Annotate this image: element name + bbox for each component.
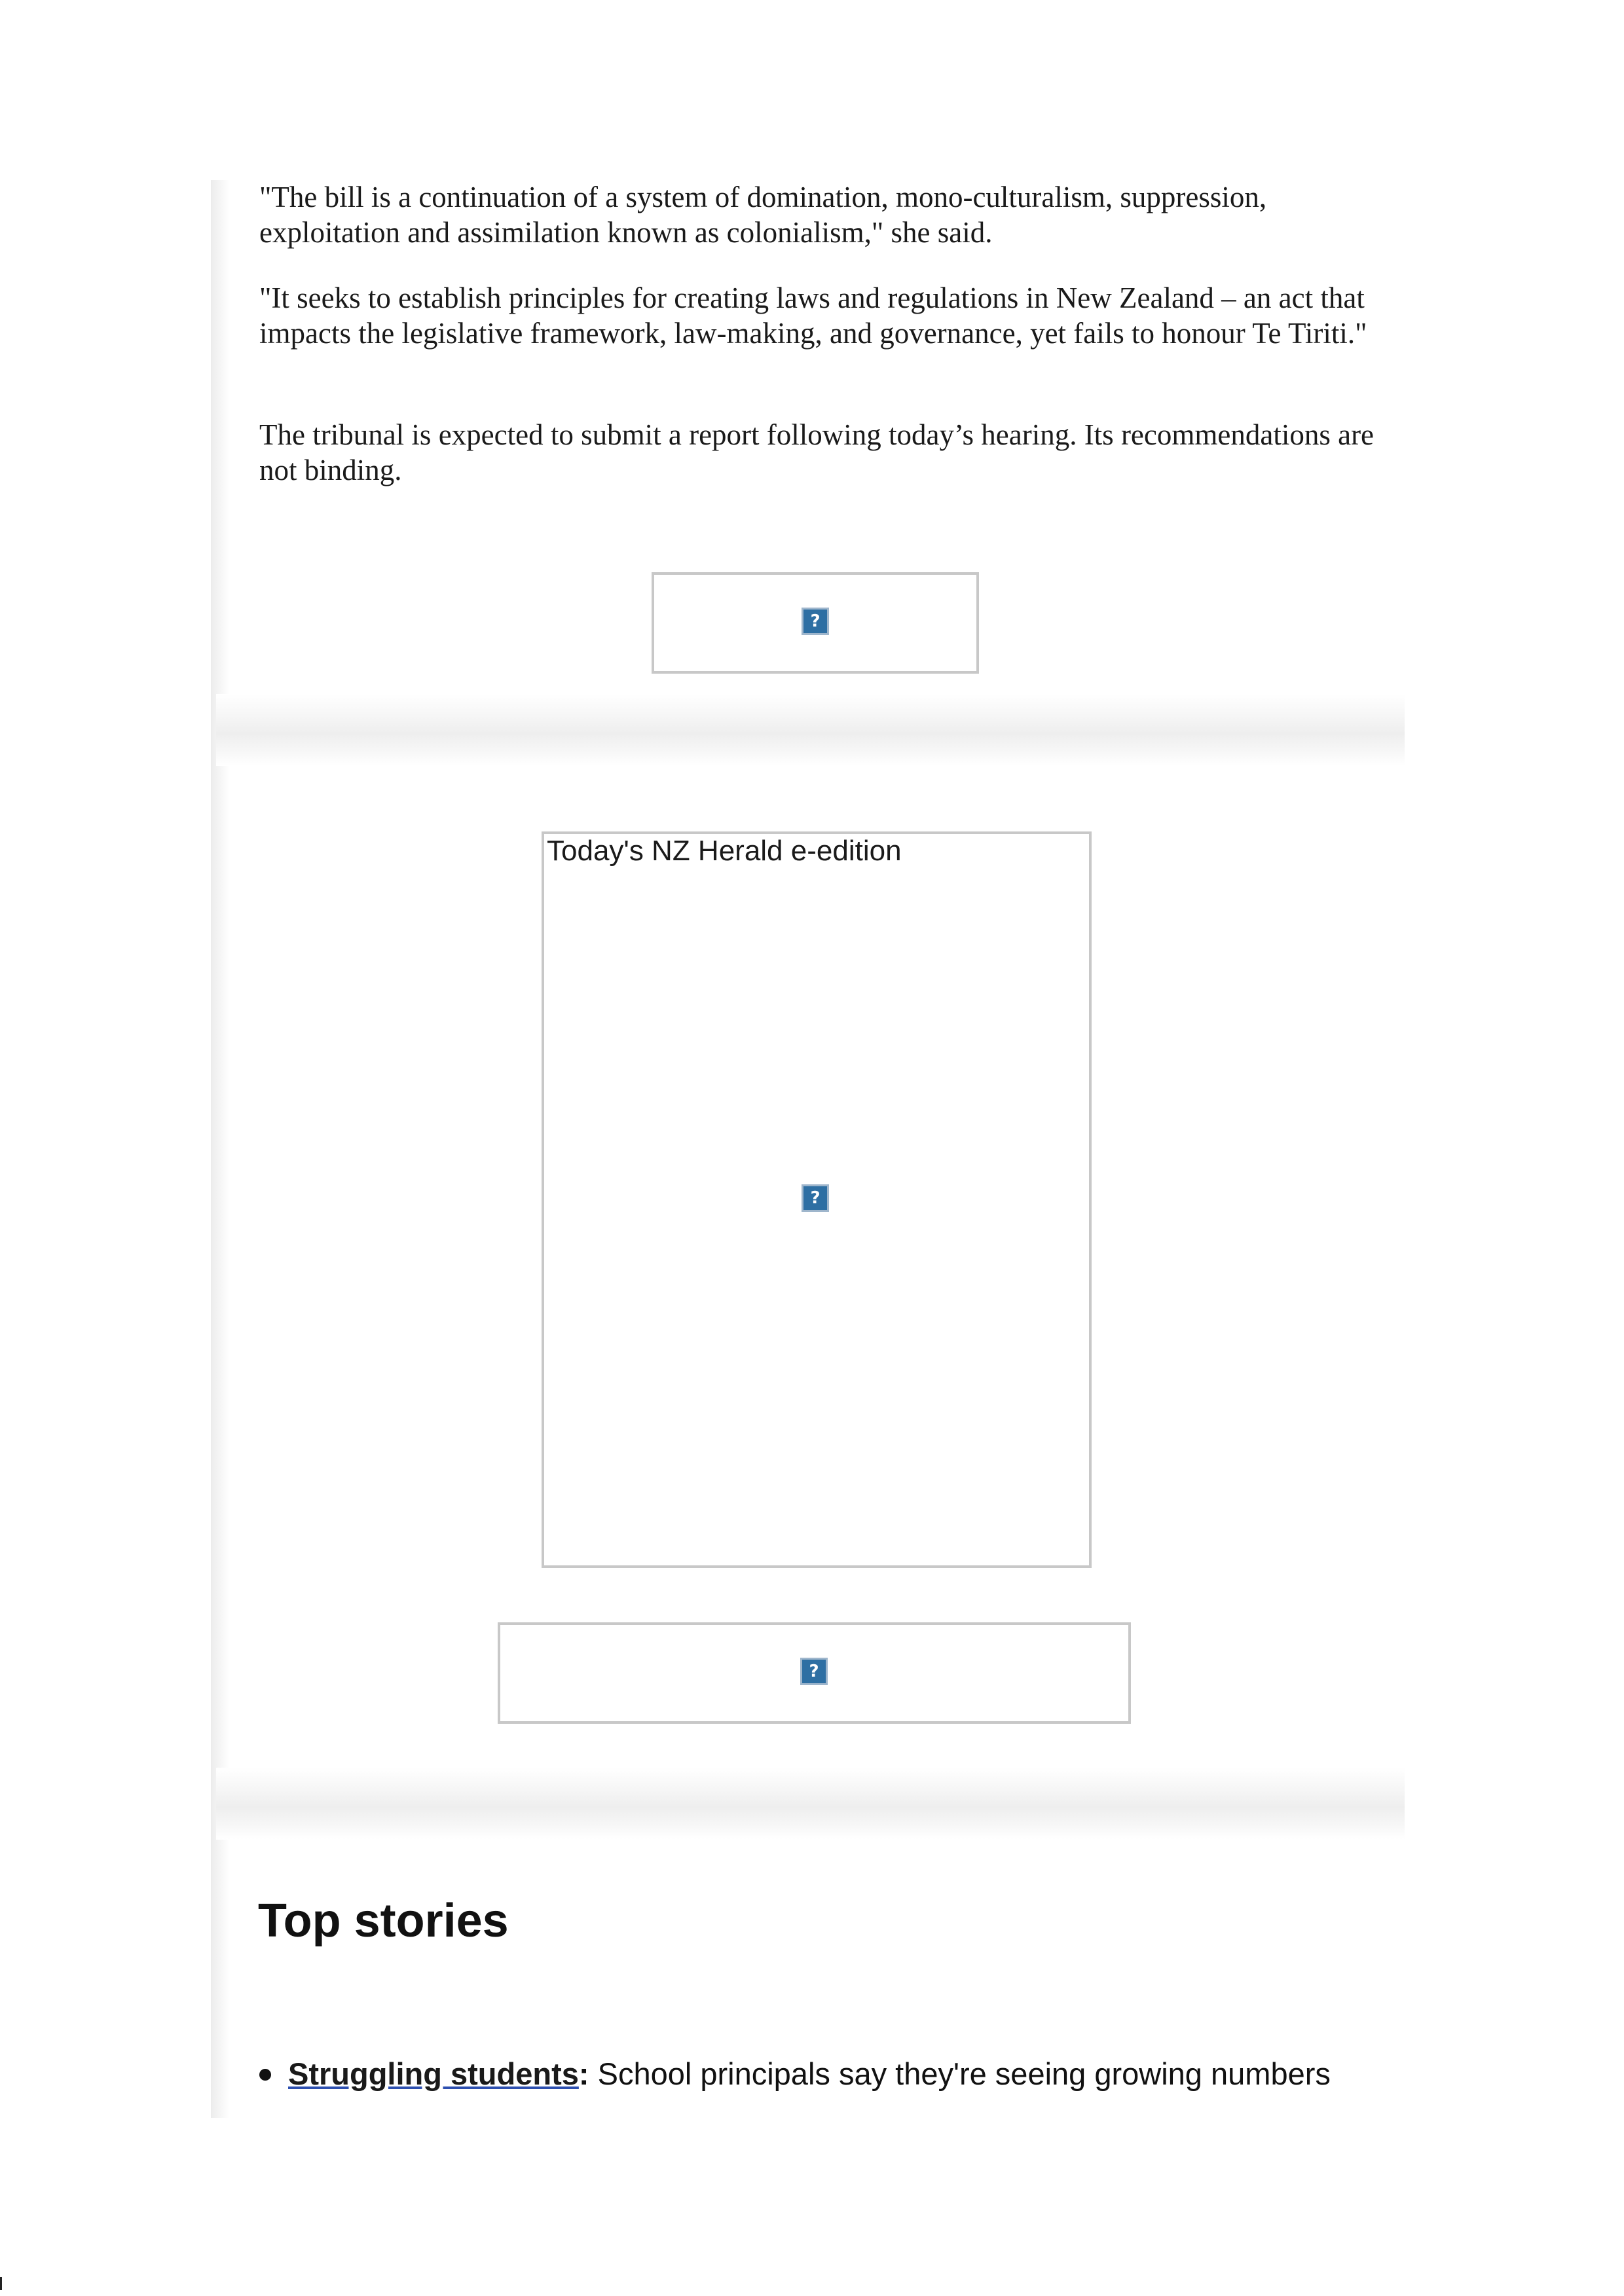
scan-edge-mark <box>0 2277 2 2290</box>
top-stories-heading: Top stories <box>258 1895 509 1947</box>
article-paragraph-2: "It seeks to establish principles for creating laws and regulations in New Zealand – an act that impacts the legislative framework, law-making, and governance, yet fails to honour Te Tiriti." <box>259 282 1367 350</box>
broken-image-icon: ? <box>800 1658 828 1685</box>
e-edition-label: Today's NZ Herald e-edition <box>547 835 902 867</box>
ad-banner-bottom[interactable] <box>498 1622 1131 1724</box>
scan-band <box>216 1768 1405 1840</box>
story-colon: : <box>578 2056 589 2091</box>
broken-image-icon: ? <box>802 608 829 635</box>
bullet-icon <box>259 2069 271 2081</box>
e-edition-box[interactable] <box>542 831 1092 1568</box>
story-link[interactable]: Struggling students <box>288 2056 579 2091</box>
story-text: School principals say they're seeing growing numbers <box>589 2056 1331 2091</box>
ad-banner-top[interactable] <box>652 572 979 674</box>
broken-image-icon: ? <box>802 1184 829 1212</box>
article-paragraph-1: "The bill is a continuation of a system of domination, mono-culturalism, suppression, exploitation and assimilation known as colonialism," she said. <box>259 181 1267 249</box>
scan-band <box>216 694 1405 766</box>
article-paragraph-3: The tribunal is expected to submit a report following today’s hearing. Its recommendations are not binding. <box>259 418 1375 486</box>
list-item <box>257 2056 1593 2092</box>
